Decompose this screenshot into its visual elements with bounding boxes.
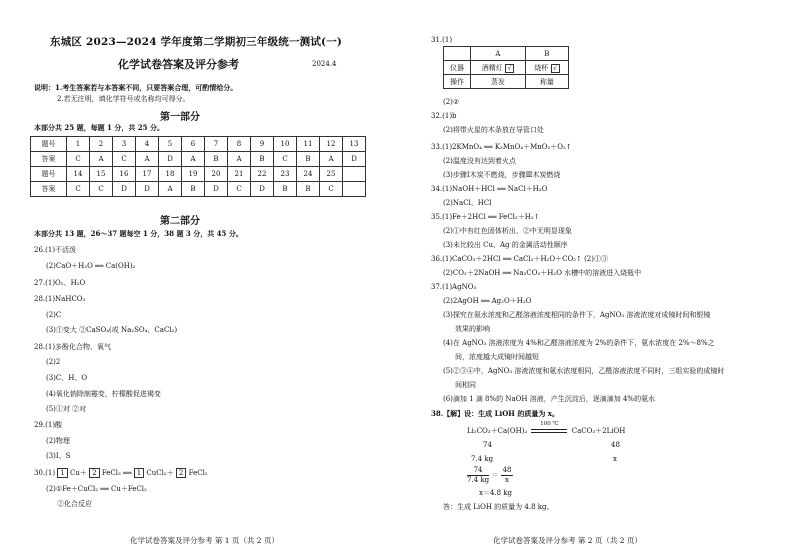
table-cell: B [251,152,274,167]
answer-line: 效果的影响 [455,325,490,333]
answer-line: (3)未比较出 Cu、Ag 的金属活动性顺序 [443,241,568,249]
table-cell: 19 [182,167,205,182]
table-cell: D [136,182,159,197]
note-2: 2.若无注明，填化学符号或名称均可得分。 [57,95,190,103]
table-cell: 22 [251,167,274,182]
result: x＝4.8 kg [479,489,513,497]
answer-line: (2)①中有红色固体析出，②中无明显现象 [443,227,572,235]
answer-line: 29.(1)酸 [34,421,63,429]
answer-line: 间相同 [455,381,476,389]
table-cell: B [182,182,205,197]
table-cell: A [228,152,251,167]
answer-line: (3)探究在氨水浓度和乙醛溶液浓度相同的条件下，AgNO₃ 溶液浓度对成镜时间和银镜 [443,311,711,319]
table-cell: 11 [297,137,320,152]
molar-mass: 74 [483,441,492,449]
answer-line: 34.(1)NaOH＋HCl ══ NaCl＋H₂O [431,185,548,193]
q38-setup: 38.【解】设：生成 LiOH 的质量为 x。 [431,409,559,418]
q31-table [443,46,569,89]
exam-title: 东城区 2023—2024 学年度第二学期初三年级统一测试(一) [50,36,343,48]
answer-line: (2)② [443,98,460,106]
answer-line: 35.(1)Fe＋2HCl ══ FeCl₂＋H₂↑ [431,213,540,221]
table-cell: 23 [274,167,297,182]
answer-line: (3)C、H、O [46,374,88,382]
table-cell: 14 [67,167,90,182]
answer-line: 32.(1)b [431,112,457,120]
table-row: A B [444,47,569,61]
table-cell: 5 [159,137,182,152]
part1-intro: 本部分共 25 题，每题 1 分，共 25 分。 [34,123,164,132]
answer-line: (4)在 AgNO₃ 溶液浓度为 4%和乙醛溶液浓度为 2%的条件下，氨水浓度在 2%～8%之 [443,339,715,347]
table-cell: 20 [205,167,228,182]
answer-line: 间，浓度越大成镜时间越短 [455,353,539,361]
note-1: 说明：1.考生答案若与本答案不同，只要答案合理，可酌情给分。 [34,83,238,92]
coefficient-box: 2 [176,468,186,478]
answer-line: (2)2 [46,358,61,366]
answer-line: (2)2AgOH ══ Ag₂O＋H₂O [443,297,532,305]
doc-title: 化学试卷答案及评分参考 [118,58,239,71]
proportion: $\frac{74}{7.4 kg}$ ＝ $\frac{48}{x}$ [467,466,512,484]
table-cell: 13 [343,137,366,152]
answer-line: (5)①对 ②对 [46,405,87,413]
table-row [31,137,366,152]
table-cell: A [90,152,113,167]
table-cell: 3 [113,137,136,152]
table-cell: C [67,152,90,167]
table-cell: C [67,182,90,197]
answer-line: 26.(1)不活泼 [34,246,77,254]
answer-line: (3)步骤Ⅰ木炭不燃烧，步骤Ⅲ木炭燃烧 [443,171,561,179]
table-cell: 4 [136,137,159,152]
q38-equation: Li₂CO₃＋Ca(OH)₂ 100 ℃ CaCO₃＋2LiOH [467,421,626,435]
answer-line: 37.(1)AgNO₃ [431,283,477,291]
coefficient-box: 1 [57,468,67,478]
answer-line: (4)氧化钠除制霉变，柠檬酸促进褐变 [46,390,161,398]
table-cell: 1 [67,137,90,152]
answer-line: (2)CO₂＋2NaOH ══ Na₂CO₃＋H₂O 水槽中的溶液进入烧瓶中 [443,269,642,277]
answer-line: 36.(1)CaCO₃＋2HCl ══ CaCl₂＋H₂O＋CO₂↑ (2)①③ [431,255,608,263]
table-cell: 17 [136,167,159,182]
table-cell: B [297,182,320,197]
page-footer: 化学试卷答案及评分参考 第 2 页（共 2 页） [493,536,642,545]
table-cell: 21 [228,167,251,182]
answer-line: 28.(1)NaHCO₃ [34,295,86,303]
answer-line: (2)CaO＋H₂O ══ Ca(OH)₂ [46,262,136,270]
page-footer: 化学试卷答案及评分参考 第 1 页（共 2 页） [130,536,279,545]
answer-line: (3)I、S [46,452,71,460]
table-cell: C [90,182,113,197]
part1-title: 第一部分 [160,112,200,123]
row-label: 答案 [31,182,67,197]
table-row: 仪器 酒精灯 √ 烧杯 √ [444,61,569,75]
given-mass: 7.4 kg [471,455,494,463]
table-cell: D [159,152,182,167]
check-icon: √ [551,64,560,73]
check-icon: √ [505,64,514,73]
table-cell: A [320,152,343,167]
table-cell: 2 [90,137,113,152]
table-cell: 16 [113,167,136,182]
table-cell: D [205,182,228,197]
answer-line: (2)温度没有达到着火点 [443,157,516,165]
table-cell: 9 [251,137,274,152]
table-cell: 18 [159,167,182,182]
table-cell: 25 [320,167,343,182]
reaction-condition: 100 ℃ [540,421,559,427]
table-cell: A [136,152,159,167]
table-cell: 15 [90,167,113,182]
equals-sign [531,429,567,433]
table-cell: 7 [205,137,228,152]
table-cell [343,182,366,197]
table-cell: A [159,182,182,197]
answer-line: (2)物理 [46,437,70,445]
molar-mass: 48 [611,441,620,449]
table-cell: A [182,152,205,167]
table-cell: B [274,182,297,197]
table-row [31,182,366,197]
table-cell: 6 [182,137,205,152]
unknown-mass: x [613,455,617,463]
row-label: 题号 [31,167,67,182]
table-cell: 10 [274,137,297,152]
table-cell: 12 [320,137,343,152]
answer-line: 27.(1)O₂、H₂O [34,279,86,287]
table-cell: 8 [228,137,251,152]
table-cell: D [113,182,136,197]
answer-line: 31.(1) [431,36,453,44]
table-cell: 24 [297,167,320,182]
table-cell: C [274,152,297,167]
table-row [31,167,366,182]
table-cell: C [228,182,251,197]
answer-line: (2)①Fe＋CuCl₂ ══ Cu＋FeCl₂ [46,485,147,493]
table-cell [343,167,366,182]
table-cell: B [205,152,228,167]
part2-intro: 本部分共 13 题，26～37 题每空 1 分，38 题 3 分，共 45 分。 [34,229,243,238]
coefficient-box: 2 [89,468,99,478]
table-row [31,152,366,167]
answer-line: (5)②③④中，AgNO₃ 溶液浓度和氨水浓度相同，乙醛溶液浓度不同时，三组实验的成镜时 [443,367,725,375]
table-cell: D [251,182,274,197]
q30-line1: 30.(1) 1 Cu＋ 2 FeCl₃ ══ 1 CuCl₂＋ 2 FeCl₂ [34,469,208,477]
final-answer: 答：生成 LiOH 的质量为 4.8 kg。 [443,503,554,511]
answer-line: 33.(1)2KMnO₄ ══ K₂MnO₄＋MnO₂＋O₂↑ [431,143,572,151]
table-cell: C [320,182,343,197]
answer-line: (2)C [46,311,62,319]
answer-line: (2)将带火星的木条放在导管口处 [443,126,544,134]
right-page [397,0,794,558]
table-cell: C [113,152,136,167]
coefficient-box: 1 [134,468,144,478]
answer-table [30,136,366,197]
answer-line: ②化合反应 [57,500,92,508]
answer-line: (2)NaCl、HCl [443,199,492,207]
doc-date: 2024.4 [312,60,337,68]
row-label: 题号 [31,137,67,152]
answer-line: (6)滴加 1 滴 8%的 NaOH 溶液，产生沉淀后，逐滴滴加 4%的氨水 [443,395,656,403]
table-cell: D [343,152,366,167]
part2-title: 第二部分 [160,216,200,227]
table-cell: B [297,152,320,167]
answer-line: (3)①变大 ②CaSO₄(或 Na₂SO₄、CaCl₂) [46,326,178,334]
answer-line: 28.(1)多酚化合物、氧气 [34,343,112,351]
table-row: 操作 蒸发 称量 [444,75,569,89]
row-label: 答案 [31,152,67,167]
